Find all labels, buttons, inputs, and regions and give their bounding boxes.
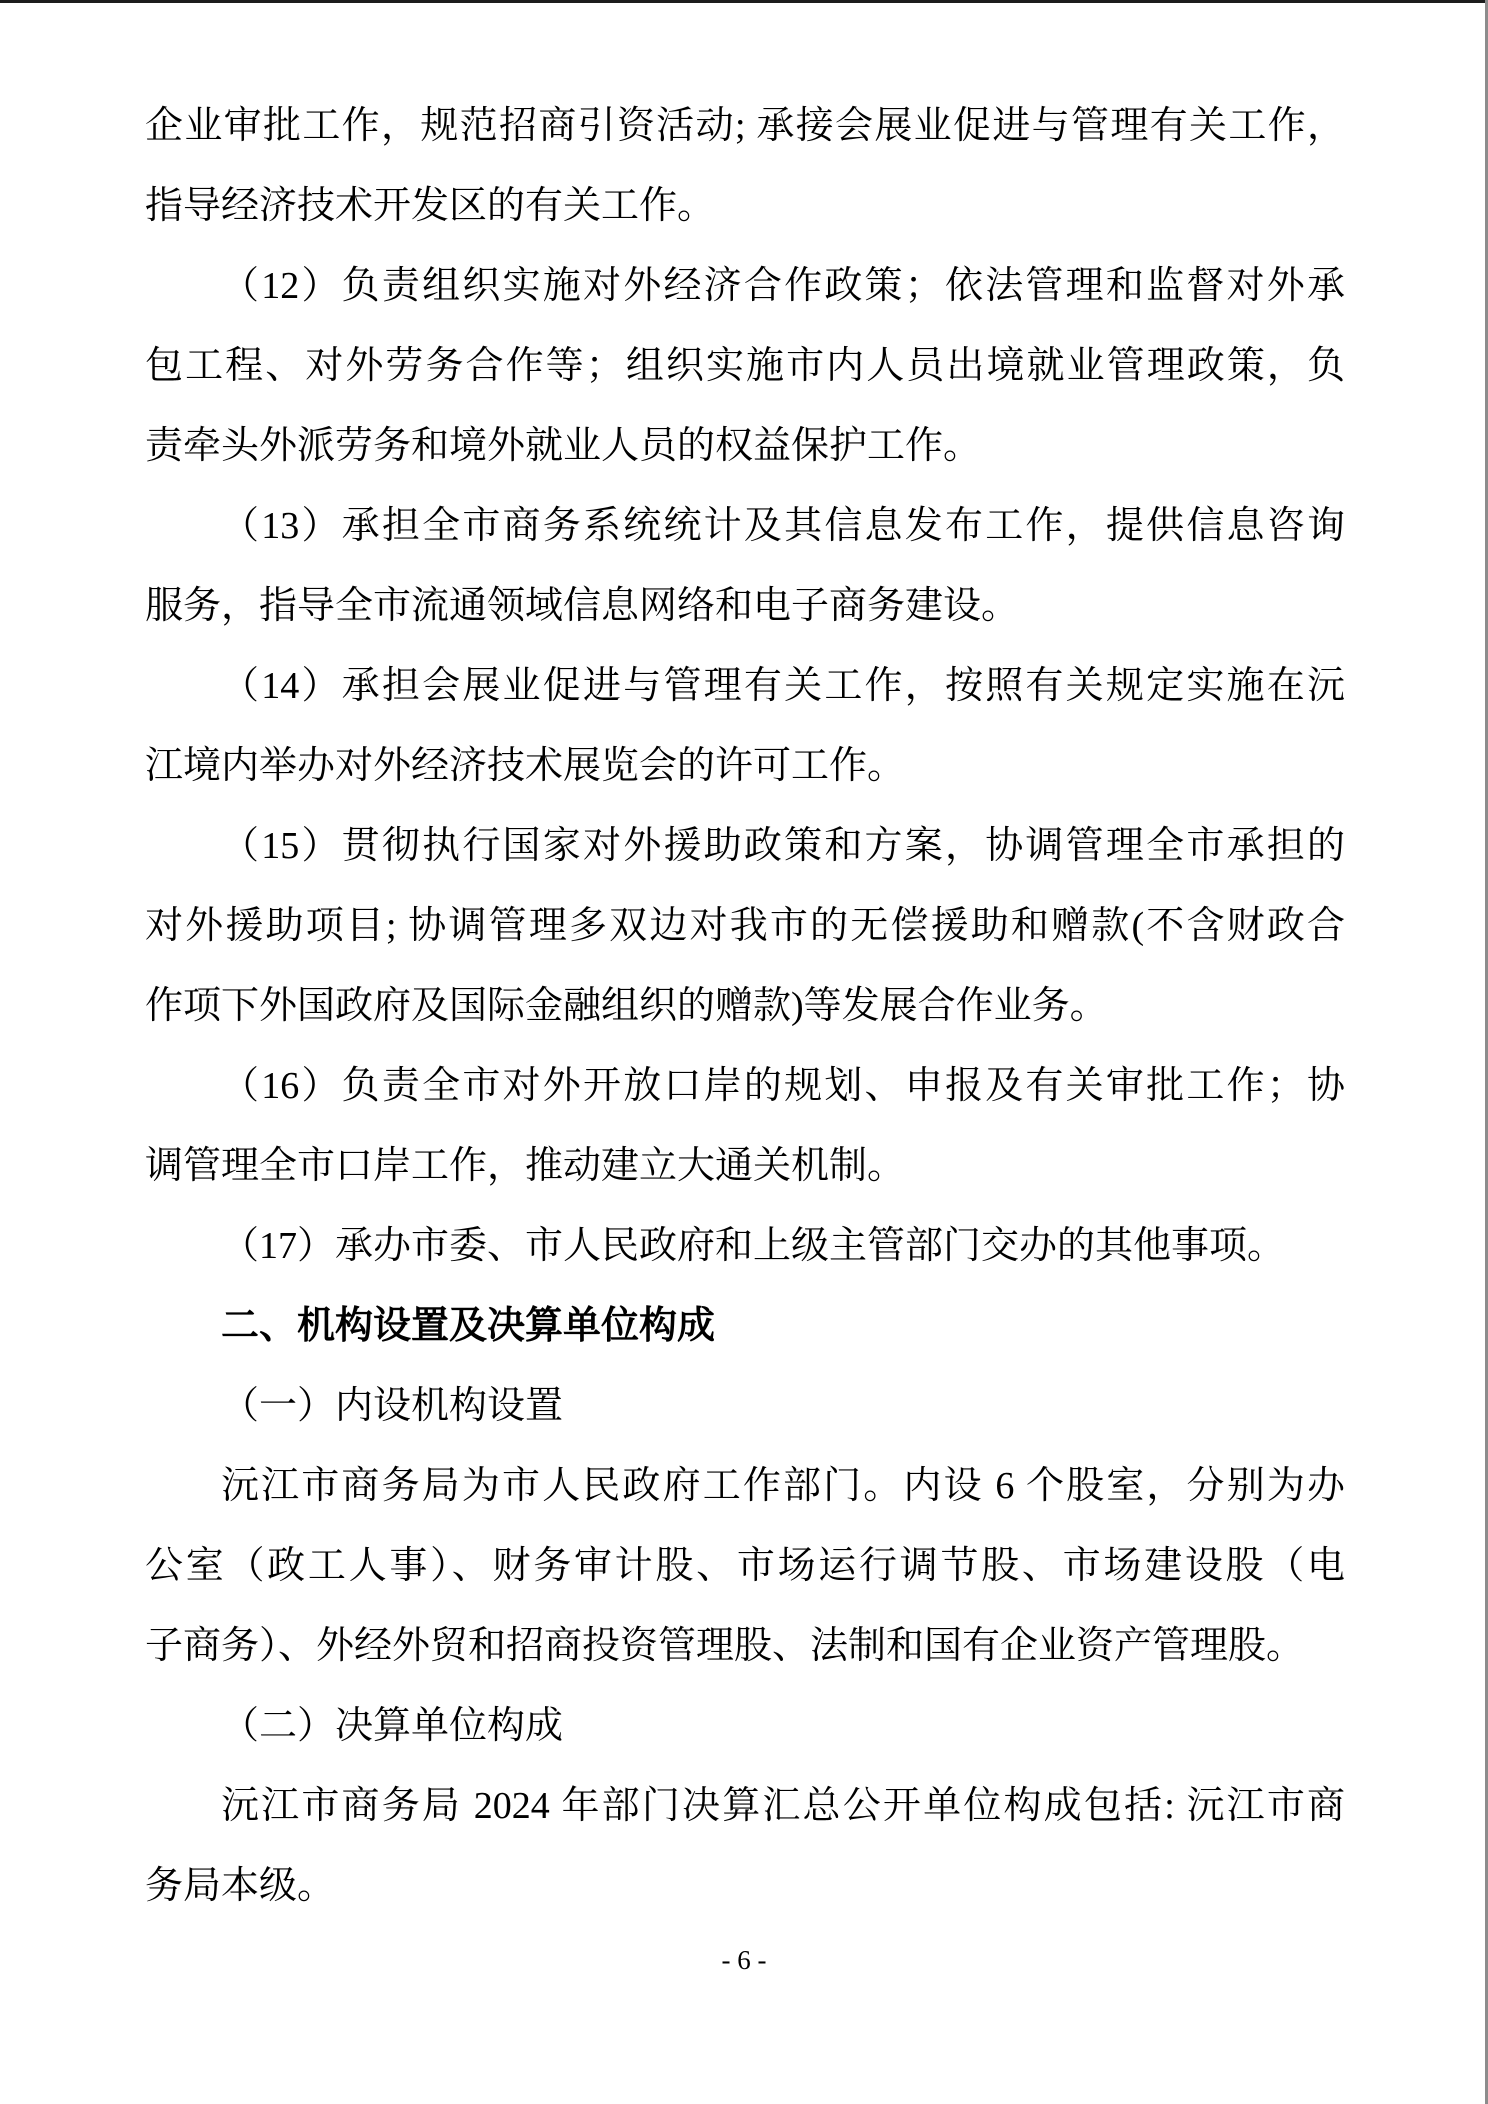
text-line: 企业审批工作，规范招商引资活动; 承接会展业促进与管理有关工作， <box>145 105 1345 147</box>
page-top-edge <box>0 0 1488 3</box>
text-line: 服务，指导全市流通领域信息网络和电子商务建设。 <box>145 585 1020 627</box>
text-line: （13）承担全市商务系统统计及其信息发布工作，提供信息咨询 <box>221 505 1345 547</box>
text-line: 江境内举办对外经济技术展览会的许可工作。 <box>145 745 906 787</box>
text-line: 沅江市商务局为市人民政府工作部门。内设 6 个股室，分别为办 <box>221 1465 1345 1507</box>
text-line: 公室（政工人事）、财务审计股、市场运行调节股、市场建设股（电 <box>145 1545 1345 1587</box>
text-line: （14）承担会展业促进与管理有关工作，按照有关规定实施在沅 <box>221 665 1345 707</box>
text-line: 调管理全市口岸工作，推动建立大通关机制。 <box>145 1145 906 1187</box>
text-line: 对外援助项目; 协调管理多双边对我市的无偿援助和赠款(不含财政合 <box>145 905 1345 947</box>
text-line: 沅江市商务局 2024 年部门决算汇总公开单位构成包括: 沅江市商 <box>221 1785 1345 1827</box>
text-line: （16）负责全市对外开放口岸的规划、申报及有关审批工作；协 <box>221 1065 1345 1107</box>
page-number: - 6 - <box>721 1945 767 1975</box>
text-line: 责牵头外派劳务和境外就业人员的权益保护工作。 <box>145 425 982 467</box>
text-line: （17）承办市委、市人民政府和上级主管部门交办的其他事项。 <box>221 1225 1286 1267</box>
text-line: （15）贯彻执行国家对外援助政策和方案，协调管理全市承担的 <box>221 825 1345 867</box>
text-block <box>145 86 1345 1926</box>
section-heading: 二、机构设置及决算单位构成 <box>221 1305 716 1347</box>
text-line: 务局本级。 <box>145 1865 336 1907</box>
text-line: （一）内设机构设置 <box>221 1385 564 1427</box>
text-line: （12）负责组织实施对外经济合作政策；依法管理和监督对外承 <box>221 265 1345 307</box>
text-line: 包工程、对外劳务合作等；组织实施市内人员出境就业管理政策，负 <box>145 345 1345 387</box>
text-line: 子商务）、外经外贸和招商投资管理股、法制和国有企业资产管理股。 <box>145 1625 1305 1667</box>
text-line: 指导经济技术开发区的有关工作。 <box>145 185 716 227</box>
text-line: 作项下外国政府及国际金融组织的赠款)等发展合作业务。 <box>145 985 1108 1027</box>
text-line: （二）决算单位构成 <box>221 1705 564 1747</box>
